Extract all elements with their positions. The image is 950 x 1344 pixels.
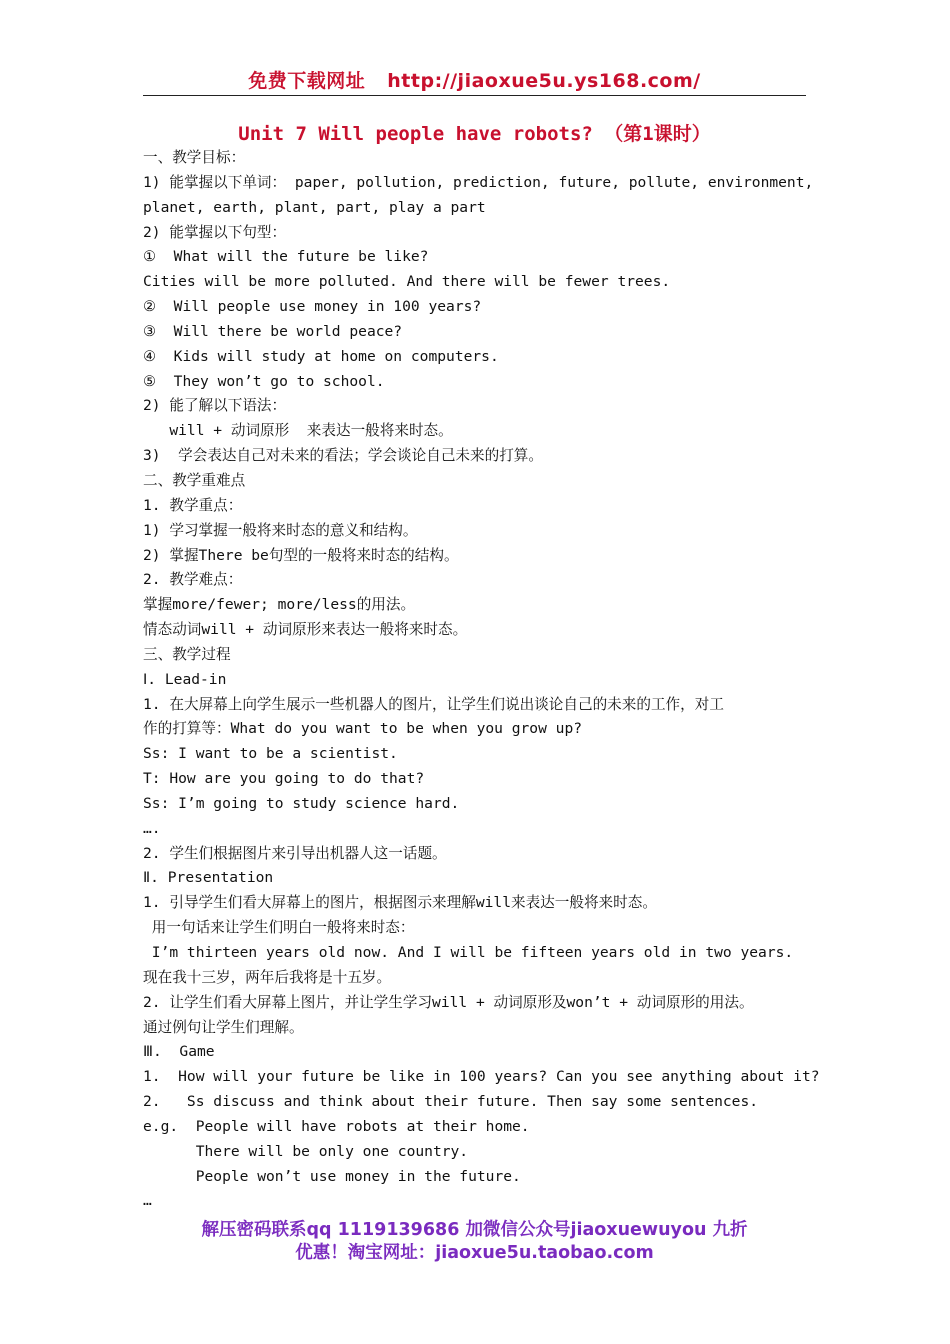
- text-line: 2) 能了解以下语法：: [143, 397, 287, 415]
- text-line: ….: [143, 819, 161, 837]
- text-line: 1) 学习掌握一般将来时态的意义和结构。: [143, 521, 418, 539]
- text-line: 2) 能掌握以下句型：: [143, 223, 287, 241]
- text-line: People won’t use money in the future.: [143, 1167, 521, 1185]
- text-line: 一、教学目标：: [143, 149, 246, 166]
- text-line: e.g. People will have robots at their home.: [143, 1117, 530, 1135]
- text-line: 用一句话来让学生们明白一般将来时态：: [143, 919, 415, 937]
- text-line: ① What will the future be like?: [143, 248, 429, 266]
- text-line: 通过例句让学生们理解。: [143, 1018, 304, 1036]
- text-line: T: How are you going to do that?: [143, 770, 425, 788]
- text-line: 1. How will your future be like in 100 years? Can you see anything about it?: [143, 1068, 820, 1086]
- text-line: ④ Kids will study at home on computers.: [143, 347, 499, 365]
- text-line: 作的打算等：What do you want to be when you grow up?: [143, 720, 583, 738]
- text-line: I’m thirteen years old now. And I will be fifteen years old in two years.: [143, 944, 794, 961]
- text-line: Ⅱ. Presentation: [143, 869, 274, 887]
- download-banner: [143, 66, 806, 93]
- text-line: 1. 在大屏幕上向学生展示一些机器人的图片，让学生们说出谈论自己的未来的工作，对工: [143, 695, 724, 713]
- text-line: ⑤ They won’t go to school.: [143, 372, 385, 390]
- header-divider: [143, 95, 806, 96]
- text-line: planet, earth, plant, part, play a part: [143, 198, 486, 216]
- text-line: Ss: I’m going to study science hard.: [143, 794, 460, 812]
- footer-line-1: 解压密码联系qq 1119139686 加微信公众号jiaoxuewuyou 九折: [201, 1220, 748, 1240]
- text-line: Ⅰ. Lead-in: [143, 670, 227, 688]
- footer-contact: [143, 1219, 806, 1265]
- text-line: 1. 教学重点：: [143, 496, 243, 514]
- text-line: 2. 学生们根据图片来引导出机器人这一话题。: [143, 844, 447, 862]
- text-line: 3) 学会表达自己对未来的看法；学会谈论自己未来的打算。: [143, 447, 543, 465]
- banner-url-link[interactable]: http://jiaoxue5u.ys168.com/: [387, 70, 701, 92]
- text-line: …: [143, 1192, 152, 1210]
- text-line: 现在我十三岁，两年后我将是十五岁。: [143, 968, 392, 986]
- text-line: 1) 能掌握以下单词： paper, pollution, prediction, future, pollute, environment,: [143, 173, 814, 191]
- text-line: Cities will be more polluted. And there will be fewer trees.: [143, 273, 671, 291]
- page-title: Unit 7 Will people have robots? （第1课时）: [238, 123, 711, 145]
- text-line: 掌握more/fewer; more/less的用法。: [143, 596, 416, 614]
- text-line: Ⅲ. Game: [143, 1043, 215, 1061]
- text-line: There will be only one country.: [143, 1142, 469, 1160]
- text-line: 二、教学重难点: [143, 471, 246, 489]
- text-line: ③ Will there be world peace?: [143, 322, 403, 340]
- text-line: will + 动词原形 来表达一般将来时态。: [143, 422, 453, 440]
- text-line: 1. 引导学生们看大屏幕上的图片，根据图示来理解will来表达一般将来时态。: [143, 894, 657, 912]
- lesson-plan-body: [143, 146, 823, 1214]
- text-line: Ss: I want to be a scientist.: [143, 745, 398, 763]
- text-line: 情态动词will + 动词原形来表达一般将来时态。: [143, 621, 468, 639]
- footer-line-2: 优惠！淘宝网址：jiaoxue5u.taobao.com: [295, 1243, 654, 1263]
- text-line: 2. 让学生们看大屏幕上图片，并让学生学习will + 动词原形及won’t + 动词原形的用法。: [143, 993, 754, 1011]
- text-line: 2) 掌握There be句型的一般将来时态的结构。: [143, 546, 459, 564]
- text-line: 三、教学过程: [143, 645, 231, 663]
- text-line: ② Will people use money in 100 years?: [143, 298, 482, 316]
- banner-label: 免费下载网址: [248, 70, 366, 92]
- text-line: 2. 教学难点：: [143, 571, 243, 589]
- text-line: 2. Ss discuss and think about their future. Then say some sentences.: [143, 1093, 759, 1111]
